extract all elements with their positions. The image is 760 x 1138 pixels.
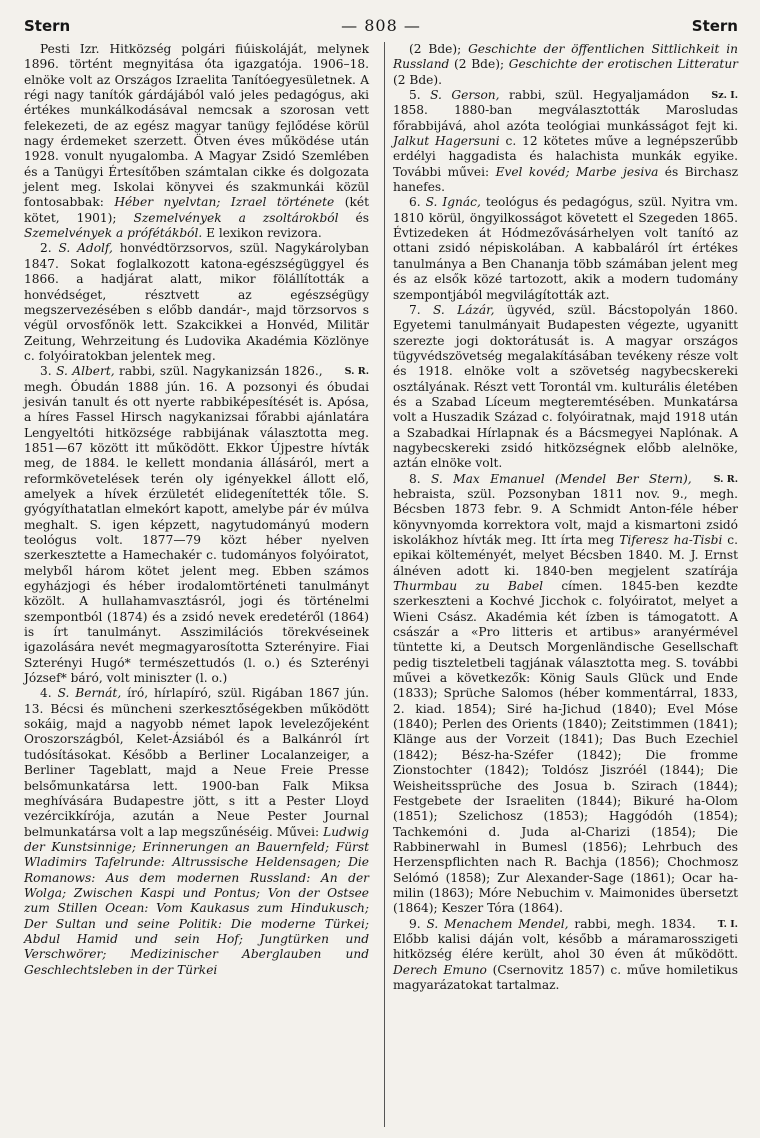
entry-q7 <box>393 303 738 472</box>
signature: S. R. <box>344 366 369 378</box>
italic-title: S. Max Emanuel (Mendel Ber Stern), <box>430 471 692 486</box>
right-column <box>393 42 738 993</box>
entry-p2 <box>24 241 369 364</box>
italic-title: S. Ignác, <box>425 195 481 210</box>
entry-text: c. 12 kötetes műve a legnépszerűbb erdélyi haggadista és halachista munkák egyike. További művei: <box>393 134 738 179</box>
entry-p4 <box>24 686 369 978</box>
entry-text: 6. <box>409 195 426 210</box>
entry-text: (Csernovitz 1857) c. műve homiletikus magyarázatokat tartalmaz. <box>393 962 739 992</box>
entry-text: hebraista, szül. Pozsonyban 1811 nov. 9., megh. Bécsben 1873 febr. 9. A Schmidt Anton-féle héber könyvnyomda korrektora volt, majd a kismartoni zsidó iskolákhoz hívták meg. Itt írta meg <box>393 486 738 547</box>
entry-text: (2 Bde); <box>409 42 469 56</box>
entry-text: és <box>338 210 370 225</box>
entry-text: 5. <box>409 88 431 103</box>
entry-text: honvédtörzsorvos, szül. Nagykárolyban 1847. Sokat foglalkozott katona-egészségüggyel és 1866. a hadjárat alatt, mikor fölállították a honvédséget, résztvett az egészségügy megszervezésében s előbb dandár-, majd törzsorvos s végül orvosfőnök lett. Szakcikkei a Honvéd, Militär Zeitung, Wehrzeitung és Ludovika Akadémia Közlönye c. folyóiratokban jelentek meg. <box>24 241 369 363</box>
page-number: — 808 — <box>341 16 421 35</box>
italic-title: S. Menachem Mendel, <box>426 916 569 931</box>
entry-text: (2 Bde); <box>449 57 509 72</box>
entry-text: és Birchasz hanefes. <box>393 164 739 195</box>
italic-title: S. Gerson, <box>430 88 500 103</box>
entry-q5 <box>393 88 738 195</box>
entry-text: 7. <box>409 302 433 317</box>
italic-title: Héber nyelvtan; Izrael története <box>114 195 335 210</box>
italic-title: Derech Emuno <box>393 962 487 977</box>
italic-title: S. Albert, <box>56 364 115 379</box>
italic-title: S. Adolf, <box>58 241 113 256</box>
entry-text: 8. <box>409 471 431 486</box>
entry-text: 3. <box>40 364 57 379</box>
italic-title: Geschichte der öffentlichen Sittlichkeit in Russland <box>393 42 739 72</box>
entry-p0 <box>24 42 369 241</box>
entry-text: rabbi, megh. 1834. Előbb kalisi dáján volt, később a máramarosszigeti hitközség élére került, ahol 30 éven át működött. <box>393 916 738 962</box>
column-rule <box>384 42 385 1127</box>
italic-title: S. Bernát, <box>57 686 122 701</box>
entry-text: 9. <box>409 916 427 931</box>
entry-q8 <box>393 472 738 917</box>
entry-text: 2. <box>40 241 59 256</box>
entry-text: író, hírlapíró, szül. Rigában 1867 jún. 13. Bécsi és müncheni szerkesztőségekben működött sokáig, majd a nagyobb német lapok levelezőjeként Oroszországból, Kelet-Ázsiából és a Balkánról írt tudósításokat. Később a Berliner Localanzeiger, a Berliner Tageblatt, majd a Neue Freie Presse belsőmunkatársa lett. 1900-ban Falk Miksa meghívására Budapestre jött, s itt a Pester Lloyd vezércikkírója, azután a Neue Pester Journal belmunkatársa volt a lap megszűnéséig. Művei: <box>24 686 369 839</box>
entry-text: Pesti Izr. Hitközség polgári fiúiskoláját, melynek 1896. történt megnyitása óta igazgatója. 1906–18. elnöke volt az Országos Izraelita Tanítóegyesületnek. A régi nagy tanítók gárdájából való jeles pedagógus, aki értékes munkálkodásával nemcsak a szorosan vett felekezeti, de az egész magyar tanügy fejlődése körül nagy érdemeket szerzett. Ötven éves működése után 1928. vonult nyugalomba. A Magyar Zsidó Szemlében és a Tanügyi Értesítőben számtalan cikke és dolgozata jelent meg. Iskolai könyvei és szakmunkái közül fontosabbak: <box>24 42 369 210</box>
italic-title: Szemelvények a prófétákból. <box>24 226 203 241</box>
signature: Sz. I. <box>711 90 738 102</box>
header-right: Stern <box>691 17 738 35</box>
signature: S. R. <box>713 473 738 485</box>
italic-title: Jalkut Hagersuni <box>393 134 500 149</box>
entry-text: ügyvéd, szül. Bácstopolyán 1860. Egyetemi tanulmányait Budapesten végezte, ugyanitt szerezte jogi doktorátusát is. A magyar országos tügyvédszövetség megalakításában tevékeny része volt és 1918. elnöke volt a szövetség nagybecskereki osztályának. Részt vett Torontál vm. kulturális életében és a Szabad Líceum megteremtésében. Munkatársa volt a Huszadik Század c. folyóiratnak, majd 1918 után a Szabadkai Hírlapnak és a Bácsmegyei Naplónak. A nagybecskereki zsidó hitközségnek előbb alelnöke, aztán elnöke volt. <box>393 302 738 471</box>
entry-text: rabbi, szül. Hegyaljamádon 1858. 1880-ban megválasztották Marosludas főrabbijává, ahol azóta teológiai munkásságot fejt ki. <box>393 88 738 133</box>
entry-q9 <box>393 917 738 994</box>
entry-q6 <box>393 195 738 302</box>
entry-text: címen. 1845-ben kezdte szerkeszteni a Kochvé Jicchok c. folyóiratot, melyet a Wieni Csász. Akadémia két ízben is támogatott. A császár a «Pro litteris et artibus» aranyérmével tüntette ki, a Deutsch Morgenländische Gesellschaft pedig tiszteletbeli tagjának választotta meg. S. további művei a következők: König Sauls Glück und Ende (1833); Sprüche Salomos (héber kommentárral, 1833, 2. kiad. 1854); Siré ha-Jichud (1840); Evel Móse (1840); Perlen des Orients (1840); Zeitstimmen (1841); Klänge aus der Vorzeit (1841); Das Buch Ezechiel (1842); Bész-ha-Széfer (1842); Die fromme Zionstochter (1842); Toldósz Jiszróél (1844); Die Weisheitssprüche des Josua b. Szirach (1844); Festgebete der Israeliten (1844); Bikuré ha-Olom (1851); Szelichosz (1853); Haggódóh (1854); Tachkemóni d. Juda al-Charizi (1854); Die Rabbinerwahl in Bumesl (1856); Lehrbuch des Herzenspflichten nach R. Bachja (1856); Chochmosz Selómó (1858); Zur Alexander-Sage (1861); Ocar ha-milin (1863); Móre Nebuchim v. Maimonides übersetzt (1864); Keszer Tóra (1864). <box>393 579 738 916</box>
italic-title: Ludwig der Kunstsinnige; Erinnerungen an Bauernfeld; Fürst Wladimirs Tafelrunde: Altrussische Heldensagen; Die Romanows: Aus dem modernen Russland: An der Wolga; Zwischen Kaspi und Pontus; Von der Ostsee zum Stillen Ocean: Vom Kaukasus zum Hindukusch; Der Sultan und seine Politik: Die moderne Türkei; Abdul Hamid und sein Hof; Jungtürken und Verschwörer; Medizinischer Aberglauben und Geschlechtsleben in der Türkei <box>24 824 369 977</box>
signature: T. I. <box>717 918 738 930</box>
left-column <box>24 42 369 993</box>
entry-q0 <box>393 42 738 88</box>
entry-text: c. epikai költeményét, melyet Bécsben 1840. M. J. Ernst álnéven adott ki. 1840-ben megjelent szatírája <box>393 533 739 578</box>
italic-title: Geschichte der erotischen Litteratur <box>508 57 738 72</box>
entry-text: 4. <box>40 686 58 701</box>
italic-title: Szemelvények a zsoltárokból <box>133 210 339 225</box>
entry-text: (két kötet, 1901); <box>24 195 369 225</box>
italic-title: S. Lázár, <box>432 302 495 317</box>
italic-title: Thurmbau zu Babel <box>393 579 544 594</box>
entry-p3 <box>24 364 369 686</box>
italic-title: Evel kovéd; Marbe jesiva <box>495 164 659 179</box>
italic-title: Tiferesz ha-Tisbi <box>619 533 723 547</box>
entry-text: teológus és pedagógus, szül. Nyitra vm. 1810 körül, öngyilkosságot követett el Szegeden 1865. Évtizedeken át Hódmezővásárhelyen volt tanító az ottani zsidó népiskolában. A kabbaláról írt értékes tanulmánya a Ben Chananja több számában jelent meg és az elsők közé tartozott, akik a modern tudomány szempontjából megvilágították azt. <box>393 195 738 302</box>
entry-text: (2 Bde). <box>393 72 442 87</box>
entry-text: E lexikon revizora. <box>202 226 322 241</box>
header-left: Stern <box>24 17 71 35</box>
running-header <box>24 16 738 38</box>
entry-text: rabbi, szül. Nagykanizsán 1826., megh. Óbudán 1888 jún. 16. A pozsonyi és óbudai jesiván tanult és ott nyerte rabbiképesítését is. Apósa, a híres Fassel Hirsch nagykanizsai főrabbi ajánlatára Lengyeltóti hitközsége rabbijának választotta meg. 1851—67 között itt működött. Ekkor Újpestre hívták meg, de 1884. le kellett mondania állásáról, mert a reformkövetelések terén oly igényekkel állott elő, amelyek a hívek érzületét elidegenítették tőle. S. gyógyíthatatlan elmekórt kapott, amelybe pár év múlva meghalt. S. igen képzett, nagytudományú modern teológus volt. 1877—79 közt héber nyelven szerkesztette a Hamechakér c. tudományos folyóiratot, melyből három kötet jelent meg. Ebben számos egyházjogi és héber irodalomtörténeti tanulmányt közölt. A hullahamvasztásról, jogi és történelmi szempontból (1874) és a zsidó nevek eredetéről (1864) is írt tanulmányt. Asszimilációs törekvéseinek igazolására nevét megmagyarosította Szterényire. Fiai Szterényi Hugó* természettudós (l. o.) és Szterényi József* báró, volt miniszter (l. o.) <box>24 364 369 686</box>
text-columns <box>24 42 738 993</box>
